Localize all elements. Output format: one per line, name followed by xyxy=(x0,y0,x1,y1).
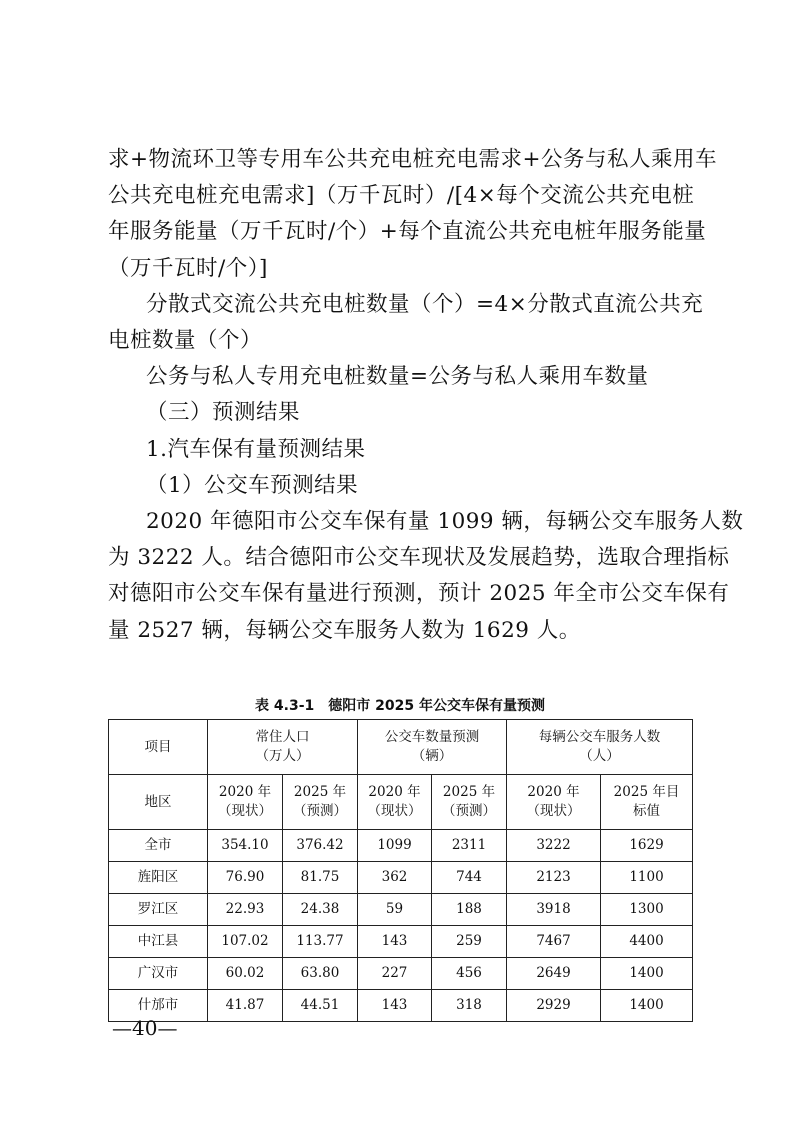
table-cell: 2929 xyxy=(507,990,601,1022)
paragraph-line: 求+物流环卫等专用车公共充电桩充电需求+公务与私人乘用车 xyxy=(108,147,718,172)
header-group-population: 常住人口 （万人） xyxy=(208,720,358,775)
table-cell: 376.42 xyxy=(283,830,358,862)
table-cell: 3918 xyxy=(507,894,601,926)
table-cell: 60.02 xyxy=(208,958,283,990)
table-cell: 41.87 xyxy=(208,990,283,1022)
paragraph-line: 年服务能量（万千瓦时/个）+每个直流公共充电桩年服务能量 xyxy=(108,219,707,245)
table-row xyxy=(109,830,693,862)
table-cell: 188 xyxy=(432,894,507,926)
page-number: —40— xyxy=(112,1016,178,1040)
subheader-region: 地区 xyxy=(109,775,208,830)
subheader-col: 2025 年 （预测） xyxy=(283,775,358,830)
table-cell: 中江县 xyxy=(109,926,208,958)
table-header-row xyxy=(109,720,693,775)
paragraph-line: 量 2527 辆，每辆公交车服务人数为 1629 人。 xyxy=(108,617,581,643)
subsection-heading: 1.汽车保有量预测结果 xyxy=(146,436,366,462)
body-text xyxy=(108,142,744,649)
table-cell: 22.93 xyxy=(208,894,283,926)
table-cell: 354.10 xyxy=(208,830,283,862)
subheader-col: 2020 年 （现状） xyxy=(507,775,601,830)
table-cell: 4400 xyxy=(601,926,693,958)
subheader-col: 2020 年 （现状） xyxy=(358,775,432,830)
paragraph-line: （万千瓦时/个）] xyxy=(108,255,268,281)
table-cell: 2123 xyxy=(507,862,601,894)
header-group-people-per-bus: 每辆公交车服务人数 （人） xyxy=(507,720,693,775)
table-cell: 362 xyxy=(358,862,432,894)
table-cell: 3222 xyxy=(507,830,601,862)
section-heading: （三）预测结果 xyxy=(146,400,301,426)
table-cell: 81.75 xyxy=(283,862,358,894)
table-cell: 1300 xyxy=(601,894,693,926)
table-cell: 143 xyxy=(358,926,432,958)
table-cell: 744 xyxy=(432,862,507,894)
table-cell: 1400 xyxy=(601,958,693,990)
table-row xyxy=(109,862,693,894)
header-group-bus-count: 公交车数量预测 （辆） xyxy=(358,720,507,775)
table-cell: 113.77 xyxy=(283,926,358,958)
table-cell: 2649 xyxy=(507,958,601,990)
table-row xyxy=(109,894,693,926)
table-row xyxy=(109,958,693,990)
paragraph-line: 电桩数量（个） xyxy=(108,328,263,354)
table-cell: 7467 xyxy=(507,926,601,958)
paragraph-line: 分散式交流公共充电桩数量（个）=4×分散式直流公共充 xyxy=(146,291,704,317)
table-cell: 143 xyxy=(358,990,432,1022)
table-cell: 259 xyxy=(432,926,507,958)
table-cell: 456 xyxy=(432,958,507,990)
table-row xyxy=(109,990,693,1022)
table-cell: 旌阳区 xyxy=(109,862,208,894)
table-cell: 1400 xyxy=(601,990,693,1022)
subsubsection-heading: （1）公交车预测结果 xyxy=(146,472,359,498)
table-cell: 44.51 xyxy=(283,990,358,1022)
table-cell: 24.38 xyxy=(283,894,358,926)
table-cell: 广汉市 xyxy=(109,958,208,990)
table-cell: 1099 xyxy=(358,830,432,862)
header-item: 项目 xyxy=(109,720,208,775)
paragraph-line: 为 3222 人。结合德阳市公交车现状及发展趋势，选取合理指标 xyxy=(108,545,730,571)
paragraph-line: 公务与私人专用充电桩数量=公务与私人乘用车数量 xyxy=(146,364,649,390)
table-cell: 107.02 xyxy=(208,926,283,958)
table-cell: 全市 xyxy=(109,830,208,862)
table-cell: 1629 xyxy=(601,830,693,862)
paragraph-line: 对德阳市公交车保有量进行预测，预计 2025 年全市公交车保有 xyxy=(108,581,730,607)
table-cell: 什邡市 xyxy=(109,990,208,1022)
table-cell: 318 xyxy=(432,990,507,1022)
table-cell: 63.80 xyxy=(283,958,358,990)
table-row xyxy=(109,926,693,958)
table-cell: 1100 xyxy=(601,862,693,894)
paragraph-line: 2020 年德阳市公交车保有量 1099 辆，每辆公交车服务人数 xyxy=(146,509,744,535)
bus-forecast-table xyxy=(108,719,693,1022)
table-cell: 227 xyxy=(358,958,432,990)
table-caption: 表 4.3-1 德阳市 2025 年公交车保有量预测 xyxy=(255,698,545,714)
subheader-col: 2025 年目 标值 xyxy=(601,775,693,830)
table-cell: 76.90 xyxy=(208,862,283,894)
table-cell: 罗江区 xyxy=(109,894,208,926)
table-cell: 2311 xyxy=(432,830,507,862)
table-cell: 59 xyxy=(358,894,432,926)
subheader-col: 2020 年 （现状） xyxy=(208,775,283,830)
subheader-col: 2025 年 （预测） xyxy=(432,775,507,830)
paragraph-line: 公共充电桩充电需求]（万千瓦时）/[4×每个交流公共充电桩 xyxy=(108,183,695,209)
table-subheader-row xyxy=(109,775,693,830)
